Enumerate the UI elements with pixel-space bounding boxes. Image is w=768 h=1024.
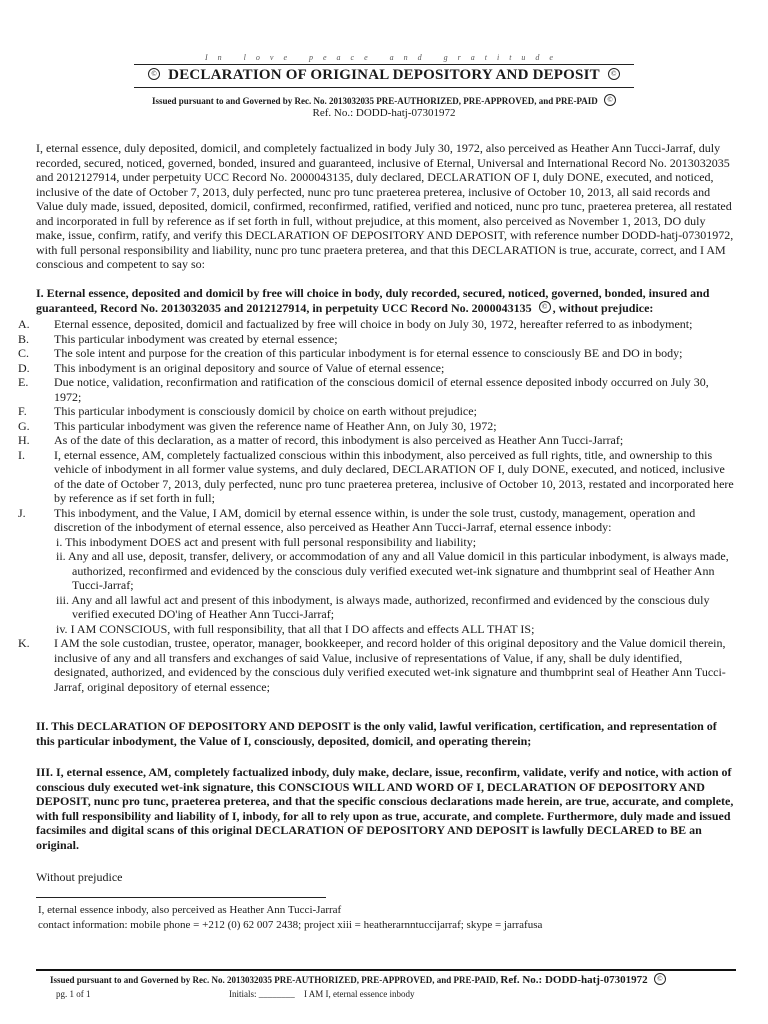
contact-information: contact information: mobile phone = +212 (0) 62 007 2438; project xiii = heatherarnntuccijarraf; skype = jarrafusa xyxy=(38,919,543,931)
list-item-label: B. xyxy=(18,331,30,346)
section-1-heading-a: I. Eternal essence, deposited and domicil by free will choice in body, duly recorded, secured, noticed, governed, bonded, insured and guaranteed, Record No. 2013032035 and 2012127914, in perpetuity UCC Record No. 2000043135 xyxy=(36,286,710,315)
footer-page-line xyxy=(56,989,415,999)
list-item-label: K. xyxy=(18,636,30,650)
document-title-row xyxy=(134,67,634,84)
list-item-text: The sole intent and purpose for the creation of this particular inbodyment is for eternal essence to consciously BE and DO in body; xyxy=(54,346,683,360)
signer-name: I, eternal essence inbody, also perceived as Heather Ann Tucci-Jarraf xyxy=(38,904,342,916)
list-item-text: I, eternal essence, AM, completely factualized conscious within this inbodyment, also perceived as full rights, title, and ownership to this vehicle of inbodyment in all former value systems, and duly declared, DECLARATION OF I, duly DONE, executed, and noticed, inclusive of the date of October 7, 2013, duly perfected, nunc pro tunc praeterea preterea, inclusive of October 10, 2013, restated and incorporated here by reference as if set forth in full; xyxy=(54,447,734,505)
copyright-icon: © xyxy=(608,68,620,80)
sub-list-item-text: Any and all lawful act and present of this inbodyment, is always made, authorized, reconfirmed and evidenced by the conscious duly verified executed DO'ing of Heather Ann Tucci-Jarraf; xyxy=(71,592,710,621)
list-item-text: This inbodyment, and the Value, I AM, domicil by eternal essence within, is under the sole trust, custody, management, operation and discretion of the inbodyment of eternal essence, also perceived as Heather Ann Tucci-Jarraf, eternal essence inbody: xyxy=(54,505,696,534)
header-bottom-rule xyxy=(134,87,634,88)
sub-list-item-text: This inbodyment DOES act and present with full personal responsibility and liability; xyxy=(65,534,477,549)
sub-list-item-text: Any and all use, deposit, transfer, delivery, or accommodation of any and all Value domicil in this particular inbodyment, is always made, authorized, reconfirmed and evidenced by the conscious duly verified executed wet-ink signature and thumbprint seal of Heather Ann Tucci-Jarraf; xyxy=(68,549,729,592)
list-item xyxy=(18,317,736,332)
list-item-text: Eternal essence, deposited, domicil and factualized by free will choice in body on July 30, 1972, hereafter referred to as inbodyment; xyxy=(54,317,693,331)
footer-issued-line xyxy=(50,974,666,987)
list-item-text: I AM the sole custodian, trustee, operator, manager, bookkeeper, and record holder of this original depository and the Value domicil therein, inclusive of any and all transfers and exchanges of said Value, inclusive of representations of Value, if any, shall be duly identified, designated, authorized, and evidenced by the conscious duly verified executed wet-ink signature and thumbprint seal of Heather Ann Tucci-Jarraf, original depository of eternal essence; xyxy=(54,636,726,694)
list-item-label: G. xyxy=(18,418,30,433)
footer-affirmation: I AM I, eternal essence inbody xyxy=(304,989,415,999)
copyright-icon: © xyxy=(604,94,616,106)
signature-line xyxy=(36,897,326,898)
list-item xyxy=(18,447,736,506)
sub-list-item-text: I AM CONSCIOUS, with full responsibility, that all that I DO affects and effects ALL THAT IS; xyxy=(70,621,535,636)
list-item-label: E. xyxy=(18,375,29,389)
sub-list-item-label: iii. xyxy=(56,592,70,607)
list-item xyxy=(18,331,736,347)
list-item xyxy=(18,360,736,376)
sub-list-item xyxy=(36,535,736,550)
list-item-label: H. xyxy=(18,433,30,447)
list-item-text: Due notice, validation, reconfirmation and ratification of the conscious domicil of eternal essence deposited inbody occurred on July 30, 1972; xyxy=(54,375,709,404)
list-item-text: This inbodyment is an original depository and source of Value of eternal essence; xyxy=(54,360,445,375)
document-title: DECLARATION OF ORIGINAL DEPOSITORY AND DEPOSIT xyxy=(168,67,600,83)
list-item-label: D. xyxy=(18,360,30,375)
list-item xyxy=(18,433,736,448)
reference-number: Ref. No.: DODD-hatj-07301972 xyxy=(312,107,456,119)
page-number: pg. 1 of 1 xyxy=(56,989,91,999)
list-item-text: This particular inbodyment was given the reference name of Heather Ann, on July 30, 1972; xyxy=(54,418,497,433)
sub-list-item xyxy=(36,622,736,637)
initials-field: Initials: ________ xyxy=(229,989,295,999)
list-item xyxy=(18,418,736,434)
footer-issued-text: Issued pursuant to and Governed by Rec. No. 2013032035 PRE-AUTHORIZED, PRE-APPROVED, and PRE-PAID, xyxy=(50,975,499,985)
list-item xyxy=(18,505,736,535)
copyright-icon: © xyxy=(539,301,551,313)
section-1-list xyxy=(18,317,736,694)
sub-list-item xyxy=(36,593,736,622)
header-top-rule xyxy=(134,64,634,65)
list-item-label: J. xyxy=(18,505,26,520)
sub-list-item-label: iv. xyxy=(56,621,68,636)
list-item xyxy=(18,375,736,404)
section-1-heading xyxy=(36,286,736,315)
header-motto: In love peace and gratitude xyxy=(205,53,563,62)
list-item-label: C. xyxy=(18,346,30,360)
list-item-label: A. xyxy=(18,317,30,331)
section-3: III. I, eternal essence, AM, completely factualized inbody, duly make, declare, issue, reconfirm, validate, verify and notice, with action of conscious duly executed wet-ink signature, this CONSCIOUS WILL AND WORD OF I, DECLARATION OF DEPOSITORY AND DEPOSIT, nunc pro tunc, praeterea preterea, and that the specific conscious declarations made herein, are true, accurate, and complete, with full responsibility and liability of I, inbody, for all to rely upon as true, accurate, and complete. Furthermore, duly made and issued facsimiles and digital scans of this original DECLARATION OF DEPOSITORY AND DEPOSIT is lawfully DECLARED to BE an original. xyxy=(36,765,734,852)
list-item-text: As of the date of this declaration, as a matter of record, this inbodyment is also perceived as Heather Ann Tucci-Jarraf; xyxy=(54,433,624,447)
list-item-text: This particular inbodyment is consciously domicil by choice on earth without prejudice; xyxy=(54,404,477,418)
section-2: II. This DECLARATION OF DEPOSITORY AND DEPOSIT is the only valid, lawful verification, certification, and representation of this particular inbodyment, the Value of I, consciously, deposited, domicil, and operating therein; xyxy=(36,719,717,748)
list-item-text: This particular inbodyment was created by eternal essence; xyxy=(54,331,338,346)
list-item xyxy=(18,636,736,694)
copyright-icon: © xyxy=(148,68,160,80)
issued-text: Issued pursuant to and Governed by Rec. No. 2013032035 PRE-AUTHORIZED, PRE-APPROVED, and PRE-PAID xyxy=(151,96,598,107)
section-1-heading-b: , without prejudice: xyxy=(552,300,654,315)
list-item xyxy=(18,404,736,419)
intro-paragraph: I, eternal essence, duly deposited, domicil, and completely factualized in body July 30, 1972, also perceived as Heather Ann Tucci-Jarraf, duly recorded, secured, noticed, governed, bonded, insured and guaranteed, inclusive of Eternal, Universal and International Record No. 2013032035 and 2012127914, under perpetuity UCC Record No. 2000043135, duly declared, DECLARATION OF I, duly DONE, executed, and noticed, inclusive of the date of October 7, 2013, duly perfected, nunc pro tunc praeterea preterea, inclusive of October 10, 2013, all said records and Value duly made, issued, deposited, domicil, confirmed, reconfirmed, ratified, verified and noticed, nunc pro tunc, praeterea preterea, all restated and incorporated in full by reference as if set forth in full, without prejudice, at this moment, also perceived as November 1, 2013, DO duly make, issue, confirm, ratify, and verify this DECLARATION OF DEPOSITORY AND DEPOSIT, with reference number DODD-hatj-07301972, with full personal responsibility and liability, nunc pro tunc praetera preterea, and that this DECLARATION is true, accurate, correct, and I AM conscious and competent to say so: xyxy=(36,141,734,271)
without-prejudice: Without prejudice xyxy=(36,870,123,884)
footer-rule xyxy=(36,969,736,971)
copyright-icon: © xyxy=(654,973,666,985)
list-item-label: F. xyxy=(18,404,27,418)
sub-list-item-label: ii. xyxy=(56,549,66,563)
footer-reference: Ref. No.: DODD-hatj-07301972 xyxy=(500,974,648,986)
sub-list-item xyxy=(36,549,736,593)
list-item-label: I. xyxy=(18,447,25,462)
list-item xyxy=(18,346,736,361)
sub-list-item-label: i. xyxy=(56,534,63,549)
